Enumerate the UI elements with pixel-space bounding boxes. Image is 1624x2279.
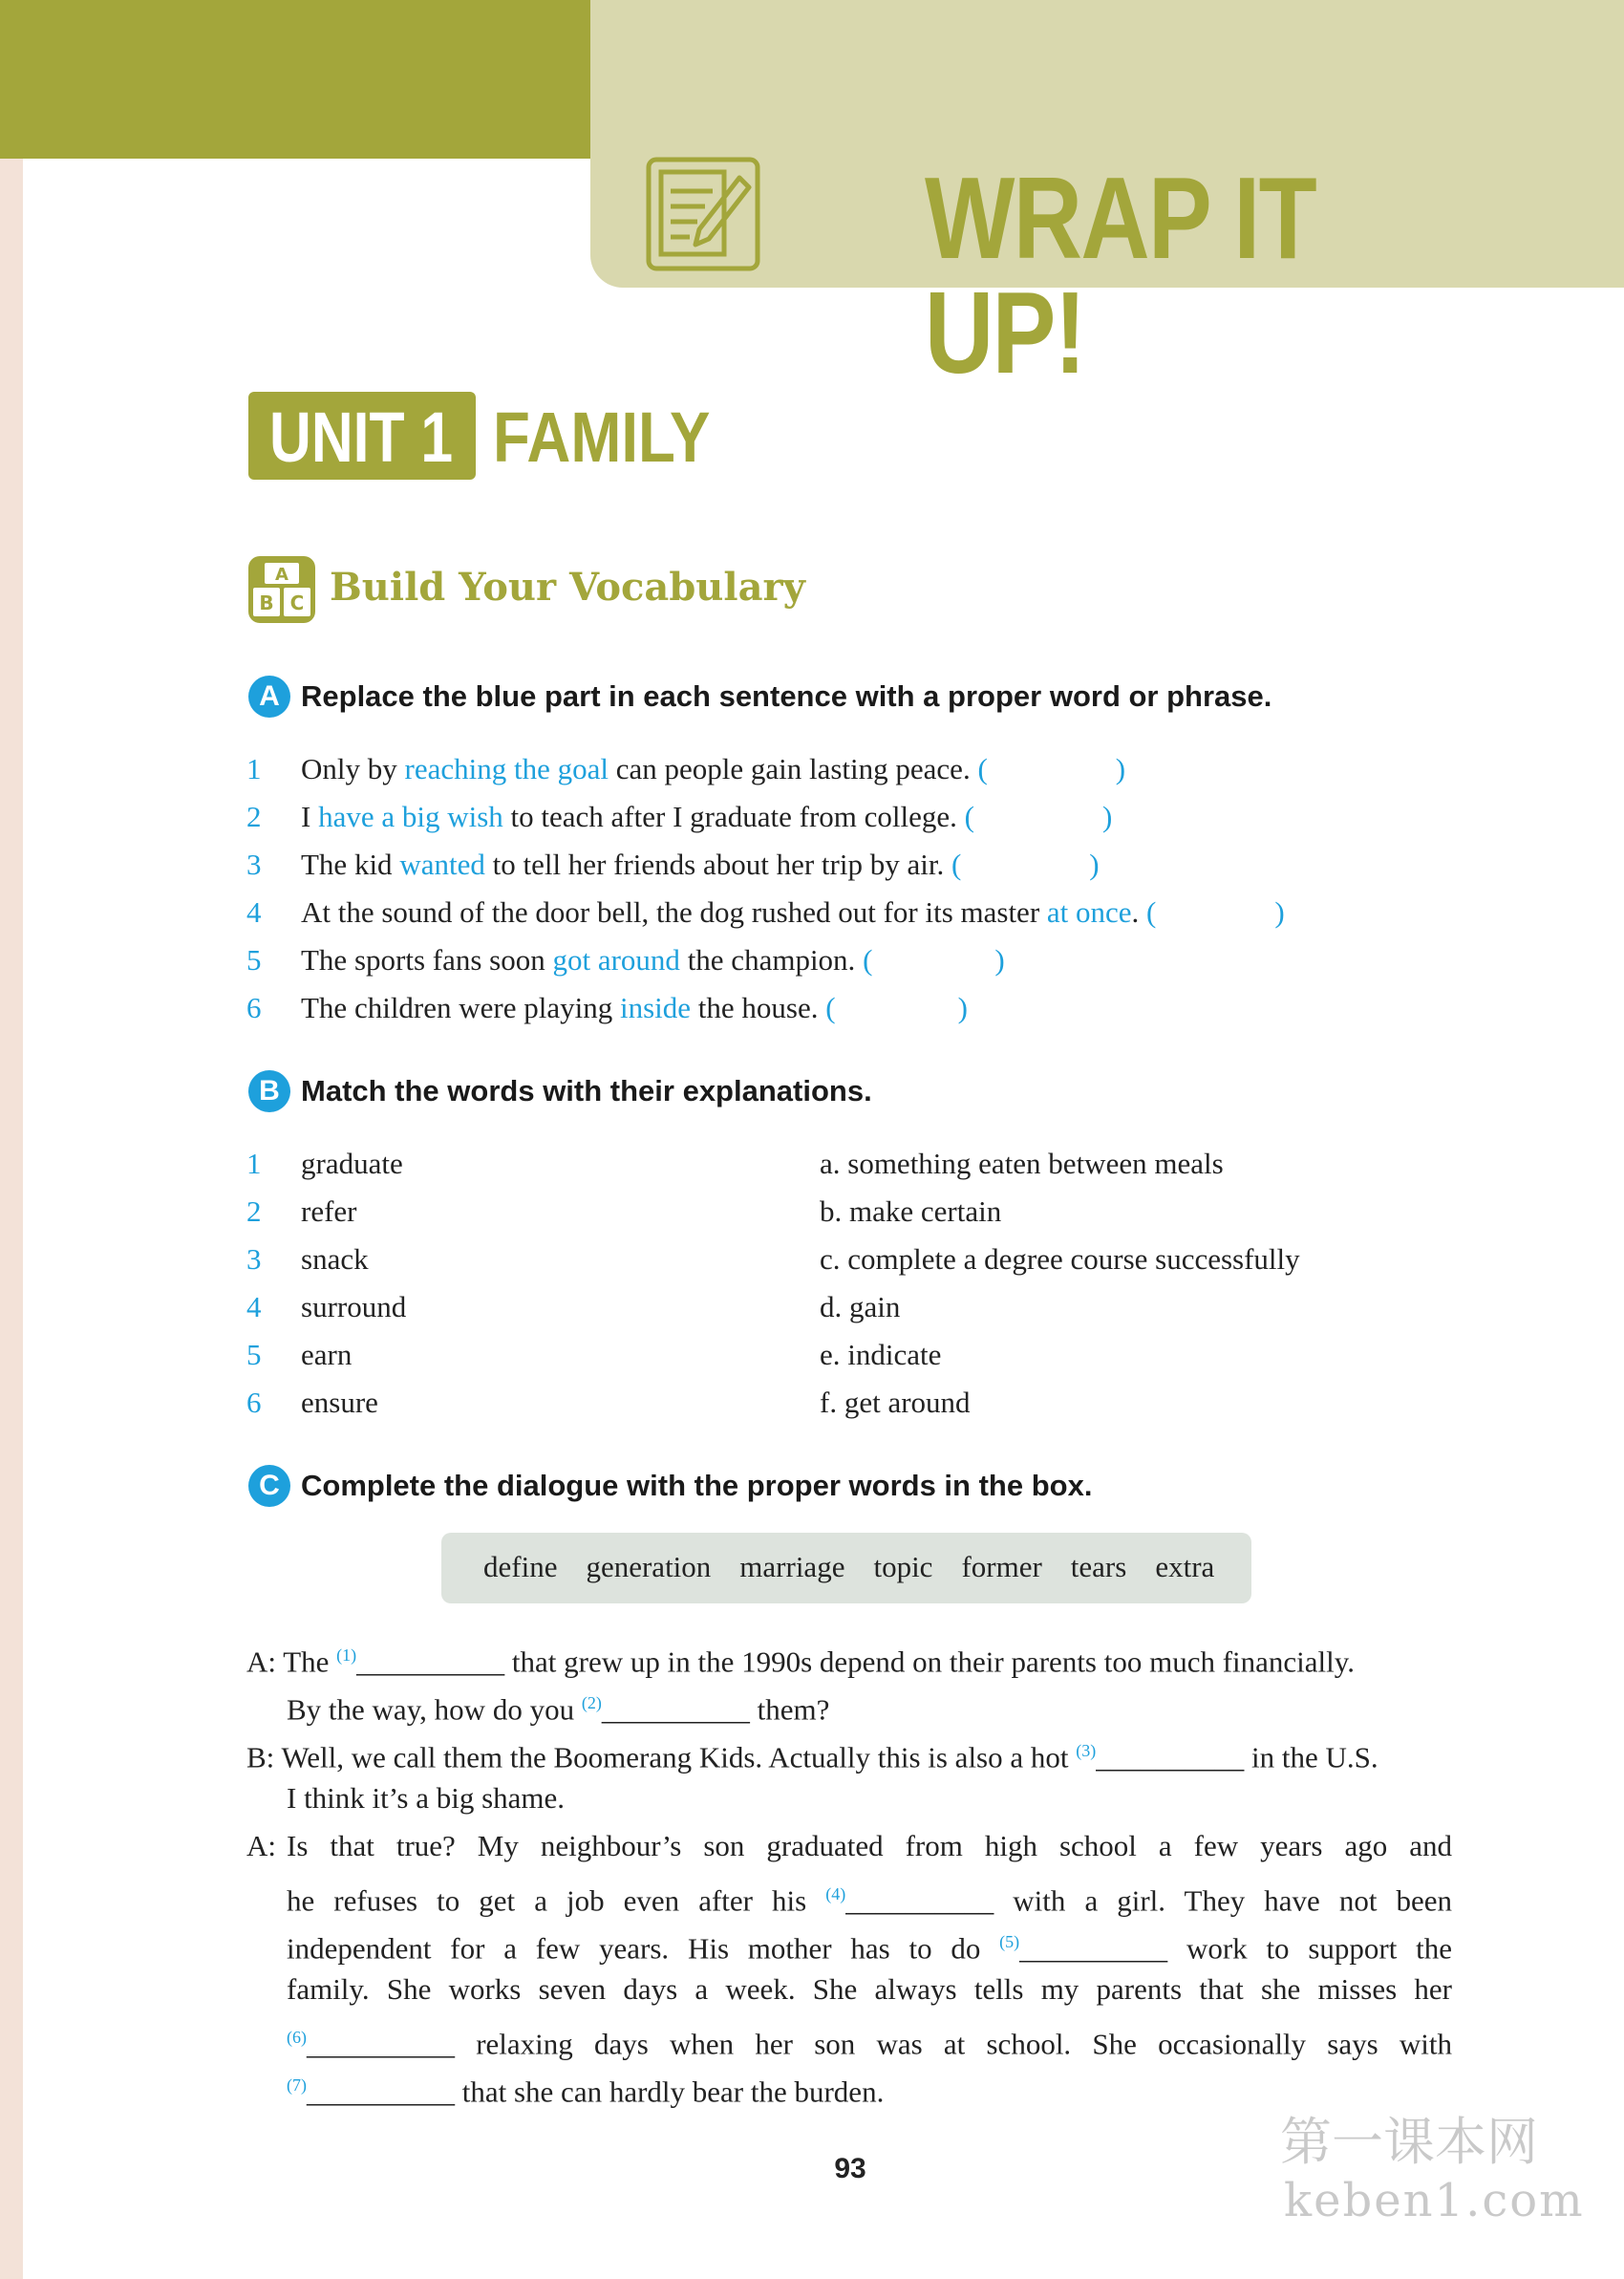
sentence-text: the house.	[691, 991, 826, 1024]
answer-close-bracket: )	[1274, 895, 1285, 929]
sentence-text: The children were playing	[301, 991, 620, 1024]
dialogue-text: work to support the	[1167, 1931, 1452, 1966]
blue-phrase: inside	[619, 991, 692, 1024]
dialogue-line: Is that true? My neighbour’s son graduated from high school a few years ago and	[287, 1829, 1452, 1862]
sentence-text: The kid	[301, 848, 400, 881]
part-a-item-number: 6	[246, 991, 262, 1024]
part-b-item-number: 6	[246, 1386, 262, 1419]
part-a-sentence	[301, 844, 1100, 886]
blue-phrase: got around	[552, 943, 680, 977]
match-word: surround	[301, 1290, 407, 1323]
part-b-item-number: 3	[246, 1242, 262, 1276]
sentence-text: the champion.	[679, 943, 864, 977]
dialogue-line	[287, 1682, 829, 1731]
part-a-instruction: Replace the blue part in each sentence with a proper word or phrase.	[301, 679, 1272, 713]
dialogue-text: them?	[749, 1692, 830, 1727]
dialogue-line: I think it’s a big shame.	[287, 1781, 566, 1815]
dialogue-text: in the U.S.	[1244, 1740, 1378, 1774]
part-b-item-number: 5	[246, 1338, 262, 1371]
answer-close-bracket: )	[994, 943, 1005, 977]
answer-close-bracket: )	[1115, 752, 1126, 785]
watermark-cn: 第一课本网	[1280, 2112, 1538, 2172]
blue-phrase: wanted	[399, 848, 485, 881]
box-word: define	[483, 1550, 558, 1583]
dialogue-text: By the way, how do you	[287, 1692, 582, 1727]
part-a-sentence	[301, 939, 1005, 981]
svg-text:B: B	[259, 591, 274, 614]
dialogue-text: A: The	[246, 1645, 337, 1679]
answer-open-bracket: (	[951, 848, 962, 881]
unit-badge	[248, 392, 476, 480]
notepad-pencil-icon	[646, 157, 760, 271]
page-title: WRAP IT UP!	[925, 153, 1316, 398]
header-olive-block	[0, 0, 592, 159]
part-a-item-number: 1	[246, 752, 262, 785]
dialogue-text: with a girl. They have not been	[994, 1883, 1452, 1918]
sentence-text: can people gain lasting peace.	[608, 752, 978, 785]
answer-open-bracket: (	[1146, 895, 1157, 929]
blank-number: (1)	[336, 1645, 357, 1665]
fill-blank-1[interactable]: __________	[356, 1645, 505, 1679]
page-number: 93	[834, 2153, 866, 2184]
answer-close-bracket: )	[1089, 848, 1100, 881]
part-b-badge: B	[248, 1070, 290, 1112]
match-word: refer	[301, 1194, 357, 1228]
part-b-instruction: Match the words with their explanations.	[301, 1074, 872, 1107]
part-a-sentence	[301, 748, 1125, 790]
unit-title: FAMILY	[493, 398, 711, 477]
dialogue-line	[246, 1730, 1378, 1778]
match-explanation: d. gain	[820, 1290, 901, 1323]
sentence-text: to tell her friends about her trip by air.	[484, 848, 951, 881]
dialogue-text: independent for a few years. His mother has to do	[287, 1931, 1000, 1966]
part-a-sentence	[301, 892, 1285, 934]
match-explanation: e. indicate	[820, 1338, 942, 1371]
section-title: Build Your Vocabulary	[330, 565, 805, 610]
part-a-sentence	[301, 987, 968, 1029]
part-b-item-number: 4	[246, 1290, 262, 1323]
dialogue-line	[287, 2064, 884, 2113]
part-a-item-number: 2	[246, 800, 262, 833]
sentence-text: At the sound of the door bell, the dog rushed out for its master	[301, 895, 1047, 929]
box-word: marriage	[739, 1550, 845, 1583]
left-margin-strip	[0, 0, 23, 2279]
match-explanation: c. complete a degree course successfully	[820, 1242, 1300, 1276]
dialogue-text: he refuses to get a job even after his	[287, 1883, 826, 1918]
blank-number: (5)	[999, 1932, 1020, 1951]
fill-blank-7[interactable]: __________	[307, 2075, 455, 2109]
answer-close-bracket: )	[957, 991, 968, 1024]
match-word: ensure	[301, 1386, 378, 1419]
part-a-sentence	[301, 796, 1112, 838]
fill-blank-6[interactable]: __________	[307, 2027, 455, 2061]
dialogue-text: relaxing days when her son was at school. She occasionally says with	[455, 2027, 1452, 2061]
watermark-url: keben1.com	[1284, 2174, 1585, 2227]
blank-number: (7)	[287, 2075, 307, 2095]
fill-blank-3[interactable]: __________	[1096, 1740, 1245, 1774]
sentence-text: I	[301, 800, 319, 833]
match-word: snack	[301, 1242, 369, 1276]
box-word: topic	[873, 1550, 933, 1583]
match-explanation: f. get around	[820, 1386, 971, 1419]
box-word: tears	[1070, 1550, 1127, 1583]
answer-open-bracket: (	[825, 991, 836, 1024]
fill-blank-5[interactable]: __________	[1019, 1931, 1168, 1966]
sentence-text: to teach after I graduate from college.	[502, 800, 965, 833]
box-word: extra	[1155, 1550, 1215, 1583]
dialogue-line	[287, 1873, 1452, 1922]
blank-number: (6)	[287, 2028, 307, 2047]
part-b-item-number: 1	[246, 1147, 262, 1180]
match-word: graduate	[301, 1147, 403, 1180]
dialogue-text: that she can hardly bear the burden.	[455, 2075, 885, 2109]
part-a-item-number: 3	[246, 848, 262, 881]
blank-number: (3)	[1076, 1741, 1097, 1760]
sentence-text: .	[1131, 895, 1147, 929]
part-a-item-number: 4	[246, 895, 262, 929]
part-c-instruction: Complete the dialogue with the proper words in the box.	[301, 1469, 1093, 1502]
answer-close-bracket: )	[1101, 800, 1113, 833]
blank-number: (2)	[581, 1693, 602, 1712]
box-word: generation	[586, 1550, 712, 1583]
dialogue-line	[287, 1921, 1452, 1969]
part-b-item-number: 2	[246, 1194, 262, 1228]
blue-phrase: reaching the goal	[404, 752, 609, 785]
word-box	[441, 1533, 1251, 1603]
part-a-badge: A	[248, 676, 290, 718]
dialogue-text: that grew up in the 1990s depend on their parents too much financially.	[504, 1645, 1356, 1679]
part-a-item-number: 5	[246, 943, 262, 977]
match-explanation: b. make certain	[820, 1194, 1002, 1228]
answer-open-bracket: (	[977, 752, 988, 785]
dialogue-line: family. She works seven days a week. She always tells my parents that she misses her	[287, 1972, 1452, 2006]
sentence-text: The sports fans soon	[301, 943, 553, 977]
answer-open-bracket: (	[964, 800, 974, 833]
dialogue-line	[287, 2016, 1452, 2065]
abc-blocks-icon	[246, 554, 317, 625]
blue-phrase: at once	[1046, 895, 1132, 929]
dialogue-line	[246, 1634, 1355, 1683]
blue-phrase: have a big wish	[318, 800, 503, 833]
sentence-text: Only by	[301, 752, 405, 785]
fill-blank-4[interactable]: __________	[845, 1883, 994, 1918]
dialogue-text: B: Well, we call them the Boomerang Kids. Actually this is also a hot	[246, 1740, 1077, 1774]
match-word: earn	[301, 1338, 353, 1371]
part-c-badge: C	[248, 1465, 290, 1507]
match-explanation: a. something eaten between meals	[820, 1147, 1224, 1180]
unit-badge-label: UNIT 1	[269, 398, 454, 477]
answer-open-bracket: (	[863, 943, 873, 977]
svg-text:A: A	[275, 565, 288, 585]
svg-text:C: C	[289, 591, 305, 614]
fill-blank-2[interactable]: __________	[601, 1692, 750, 1727]
speaker-label: A:	[246, 1829, 276, 1862]
box-word: former	[961, 1550, 1042, 1583]
blank-number: (4)	[825, 1884, 846, 1903]
